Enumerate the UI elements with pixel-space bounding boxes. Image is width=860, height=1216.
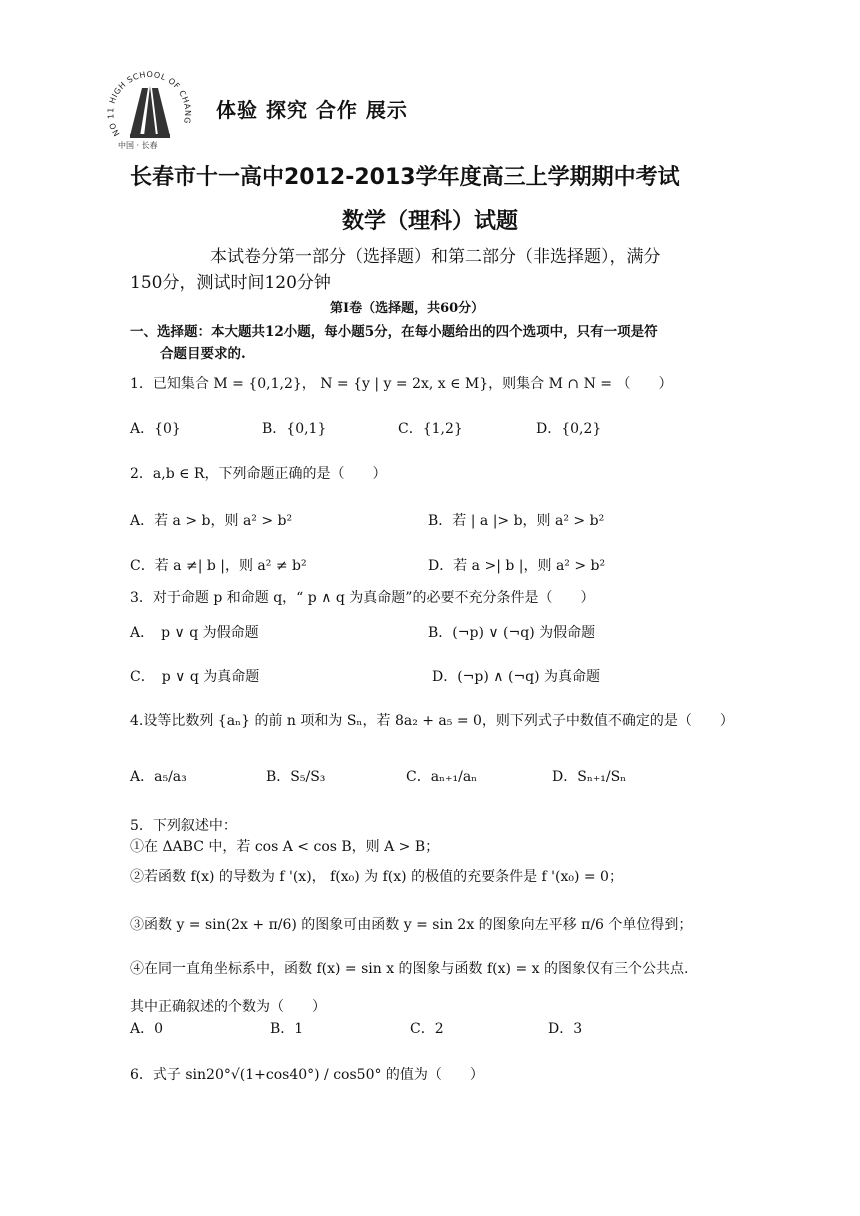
question-3-stem: 3．对于命题 p 和命题 q，“ p ∧ q 为真命题”的必要不充分条件是（ ）	[130, 590, 595, 606]
question-1-stem: 1．已知集合 M = {0,1,2}， N = {y | y = 2x, x ∈ M}，则集合 M ∩ N = （ ）	[130, 376, 673, 392]
question-4-option-c: C．aₙ₊₁/aₙ	[406, 769, 478, 785]
question-5-stem: 5．下列叙述中：	[130, 818, 237, 834]
question-4-stem: 4.设等比数列 {aₙ} 的前 n 项和为 Sₙ，若 8a₂ + a₅ = 0，则下列式子中数值不确定的是（ ）	[130, 713, 734, 729]
question-2-option-d: D．若 a >| b |，则 a² > b²	[428, 558, 606, 574]
question-5-item-2: ②若函数 f(x) 的导数为 f '(x)， f(x₀) 为 f(x) 的极值的充要条件是 f '(x₀) = 0；	[130, 869, 623, 885]
section-heading-line-1: 一、选择题：本大题共12小题，每小题5分，在每小题给出的四个选项中，只有一项是符	[130, 324, 658, 340]
question-3-option-a: A． p ∨ q 为假命题	[130, 625, 259, 641]
question-1-option-b: B．{0,1}	[262, 421, 327, 437]
intro-line-2: 150分，测试时间120分钟	[130, 273, 331, 293]
question-1-option-d: D．{0,2}	[536, 421, 602, 437]
question-3-option-d: D．(¬p) ∧ (¬q) 为真命题	[432, 669, 601, 685]
question-2-option-a: A．若 a > b，则 a² > b²	[130, 513, 293, 529]
question-4-option-a: A．a₅/a₃	[130, 769, 187, 785]
question-6-stem: 6．式子 sin20°√(1+cos40°) / cos50° 的值为（ ）	[130, 1067, 484, 1083]
question-5-ask: 其中正确叙述的个数为（ ）	[130, 999, 326, 1015]
question-5-option-c: C．2	[410, 1021, 444, 1037]
page-title: 长春市十一高中2012-2013学年度高三上学期期中考试	[130, 165, 680, 190]
question-5-item-1: ①在 ΔABC 中，若 cos A < cos B，则 A > B；	[130, 839, 440, 855]
question-4-option-d: D．Sₙ₊₁/Sₙ	[552, 769, 627, 785]
slogan: 体验 探究 合作 展示	[216, 98, 408, 122]
intro-line-1: 本试卷分第一部分（选择题）和第二部分（非选择题），满分	[210, 247, 661, 267]
section-heading-line-2: 合题目要求的.	[160, 346, 246, 362]
part-title: 第Ⅰ卷（选择题，共60分）	[330, 301, 485, 316]
question-4-option-b: B．S₅/S₃	[266, 769, 326, 785]
question-1-option-c: C．{1,2}	[398, 421, 463, 437]
question-2-option-b: B．若 | a |> b，则 a² > b²	[428, 513, 605, 529]
question-5-option-b: B．1	[270, 1021, 304, 1037]
logo-bottom-text: 中国 · 长春	[118, 141, 158, 150]
page-subtitle: 数学（理科）试题	[342, 209, 519, 234]
question-5-item-3: ③函数 y = sin(2x + π/6) 的图象可由函数 y = sin 2x 的图象向左平移 π/6 个单位得到；	[130, 917, 693, 933]
question-3-option-c: C． p ∨ q 为真命题	[130, 669, 260, 685]
question-1-option-a: A．{0}	[130, 421, 181, 437]
question-5-option-a: A．0	[130, 1021, 164, 1037]
logo-ring-text: NO 11 HIGH SCHOOL OF CHANG	[106, 69, 193, 138]
question-2-stem: 2．a,b ∈ R，下列命题正确的是（ ）	[130, 466, 387, 482]
question-5-option-d: D．3	[548, 1021, 583, 1037]
question-5-item-4: ④在同一直角坐标系中，函数 f(x) = sin x 的图象与函数 f(x) = x 的图象仅有三个公共点.	[130, 961, 689, 977]
question-3-option-b: B．(¬p) ∨ (¬q) 为假命题	[428, 625, 596, 641]
question-2-option-c: C．若 a ≠| b |，则 a² ≠ b²	[130, 558, 307, 574]
school-logo	[100, 60, 200, 160]
